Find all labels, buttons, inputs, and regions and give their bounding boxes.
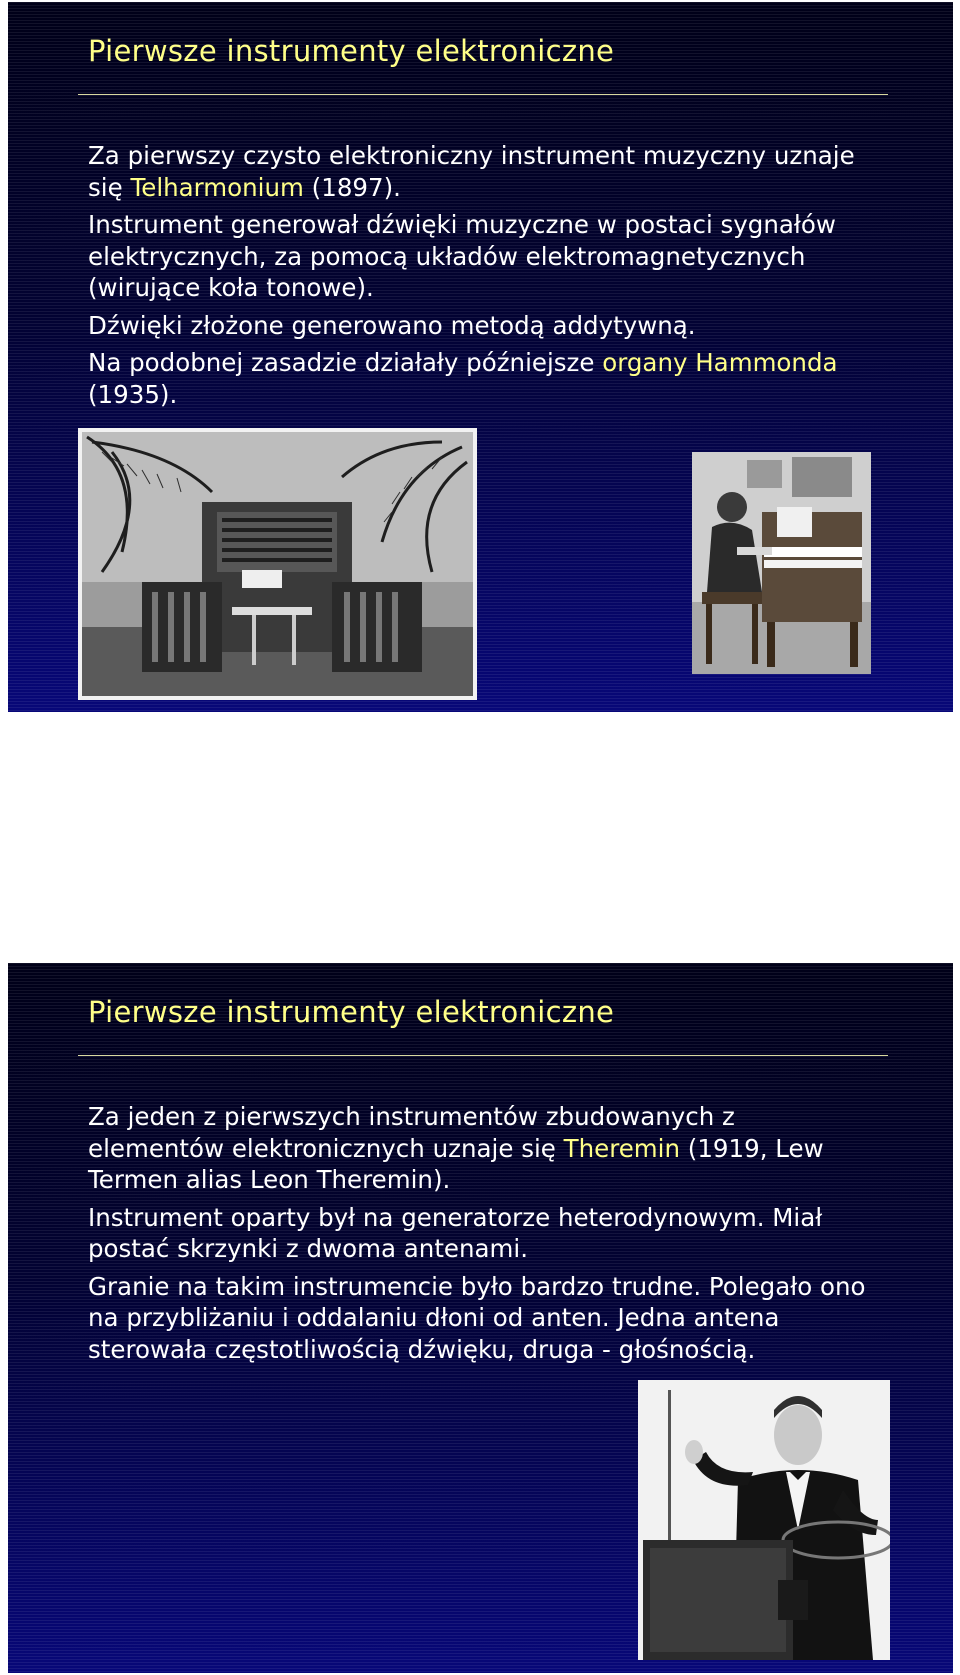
paragraph-additive: Dźwięki złożone generowano metodą addytywną. bbox=[88, 310, 696, 340]
title-divider bbox=[78, 94, 888, 95]
highlight-hammond: organy Hammonda bbox=[602, 348, 838, 377]
text-segment: Za jeden z pierwszych instrumentów zbudowanych z elementów elektronicznych uznaje się bbox=[88, 1102, 735, 1163]
slide-telharmonium bbox=[8, 2, 953, 712]
paragraph-playing: Granie na takim instrumencie było bardzo trudne. Polegało ono na przybliżaniu i oddalaniu dłoni od anten. Jedna antena sterowała częstotliwością dźwięku, druga - głośnością. bbox=[88, 1271, 866, 1364]
telharmonium-photo bbox=[78, 428, 477, 700]
paragraph-theremin bbox=[88, 1101, 868, 1196]
paragraph-hammond bbox=[88, 347, 868, 410]
hammond-organ-photo bbox=[692, 452, 871, 674]
slide-body bbox=[88, 1101, 868, 1371]
slide-title: Pierwsze instrumenty elektroniczne bbox=[88, 995, 615, 1029]
text-segment: (1935). bbox=[88, 379, 178, 409]
paragraph-generation: Instrument generował dźwięki muzyczne w postaci sygnałów elektrycznych, za pomocą układów elektromagnetycznych (wirujące koła tonowe). bbox=[88, 210, 836, 302]
paragraph-telharmonium bbox=[88, 140, 868, 203]
text-segment: Za pierwszy czysto elektroniczny instrument muzyczny uznaje się bbox=[88, 141, 855, 202]
text-segment: Na podobnej zasadzie działały późniejsze bbox=[88, 348, 603, 377]
slide-body bbox=[88, 140, 868, 416]
theremin-photo bbox=[638, 1380, 890, 1660]
text-segment: (1919, Lew Termen alias Leon Theremin). bbox=[88, 1133, 824, 1194]
paragraph-heterodyne: Instrument oparty był na generatorze heterodynowym. Miał postać skrzynki z dwoma antenami. bbox=[88, 1202, 823, 1263]
highlight-telharmonium: Telharmonium bbox=[130, 172, 304, 202]
highlight-theremin: Theremin bbox=[563, 1133, 680, 1163]
text-segment: (1897). bbox=[303, 172, 401, 202]
slide-title: Pierwsze instrumenty elektroniczne bbox=[88, 34, 615, 68]
title-divider bbox=[78, 1055, 888, 1056]
